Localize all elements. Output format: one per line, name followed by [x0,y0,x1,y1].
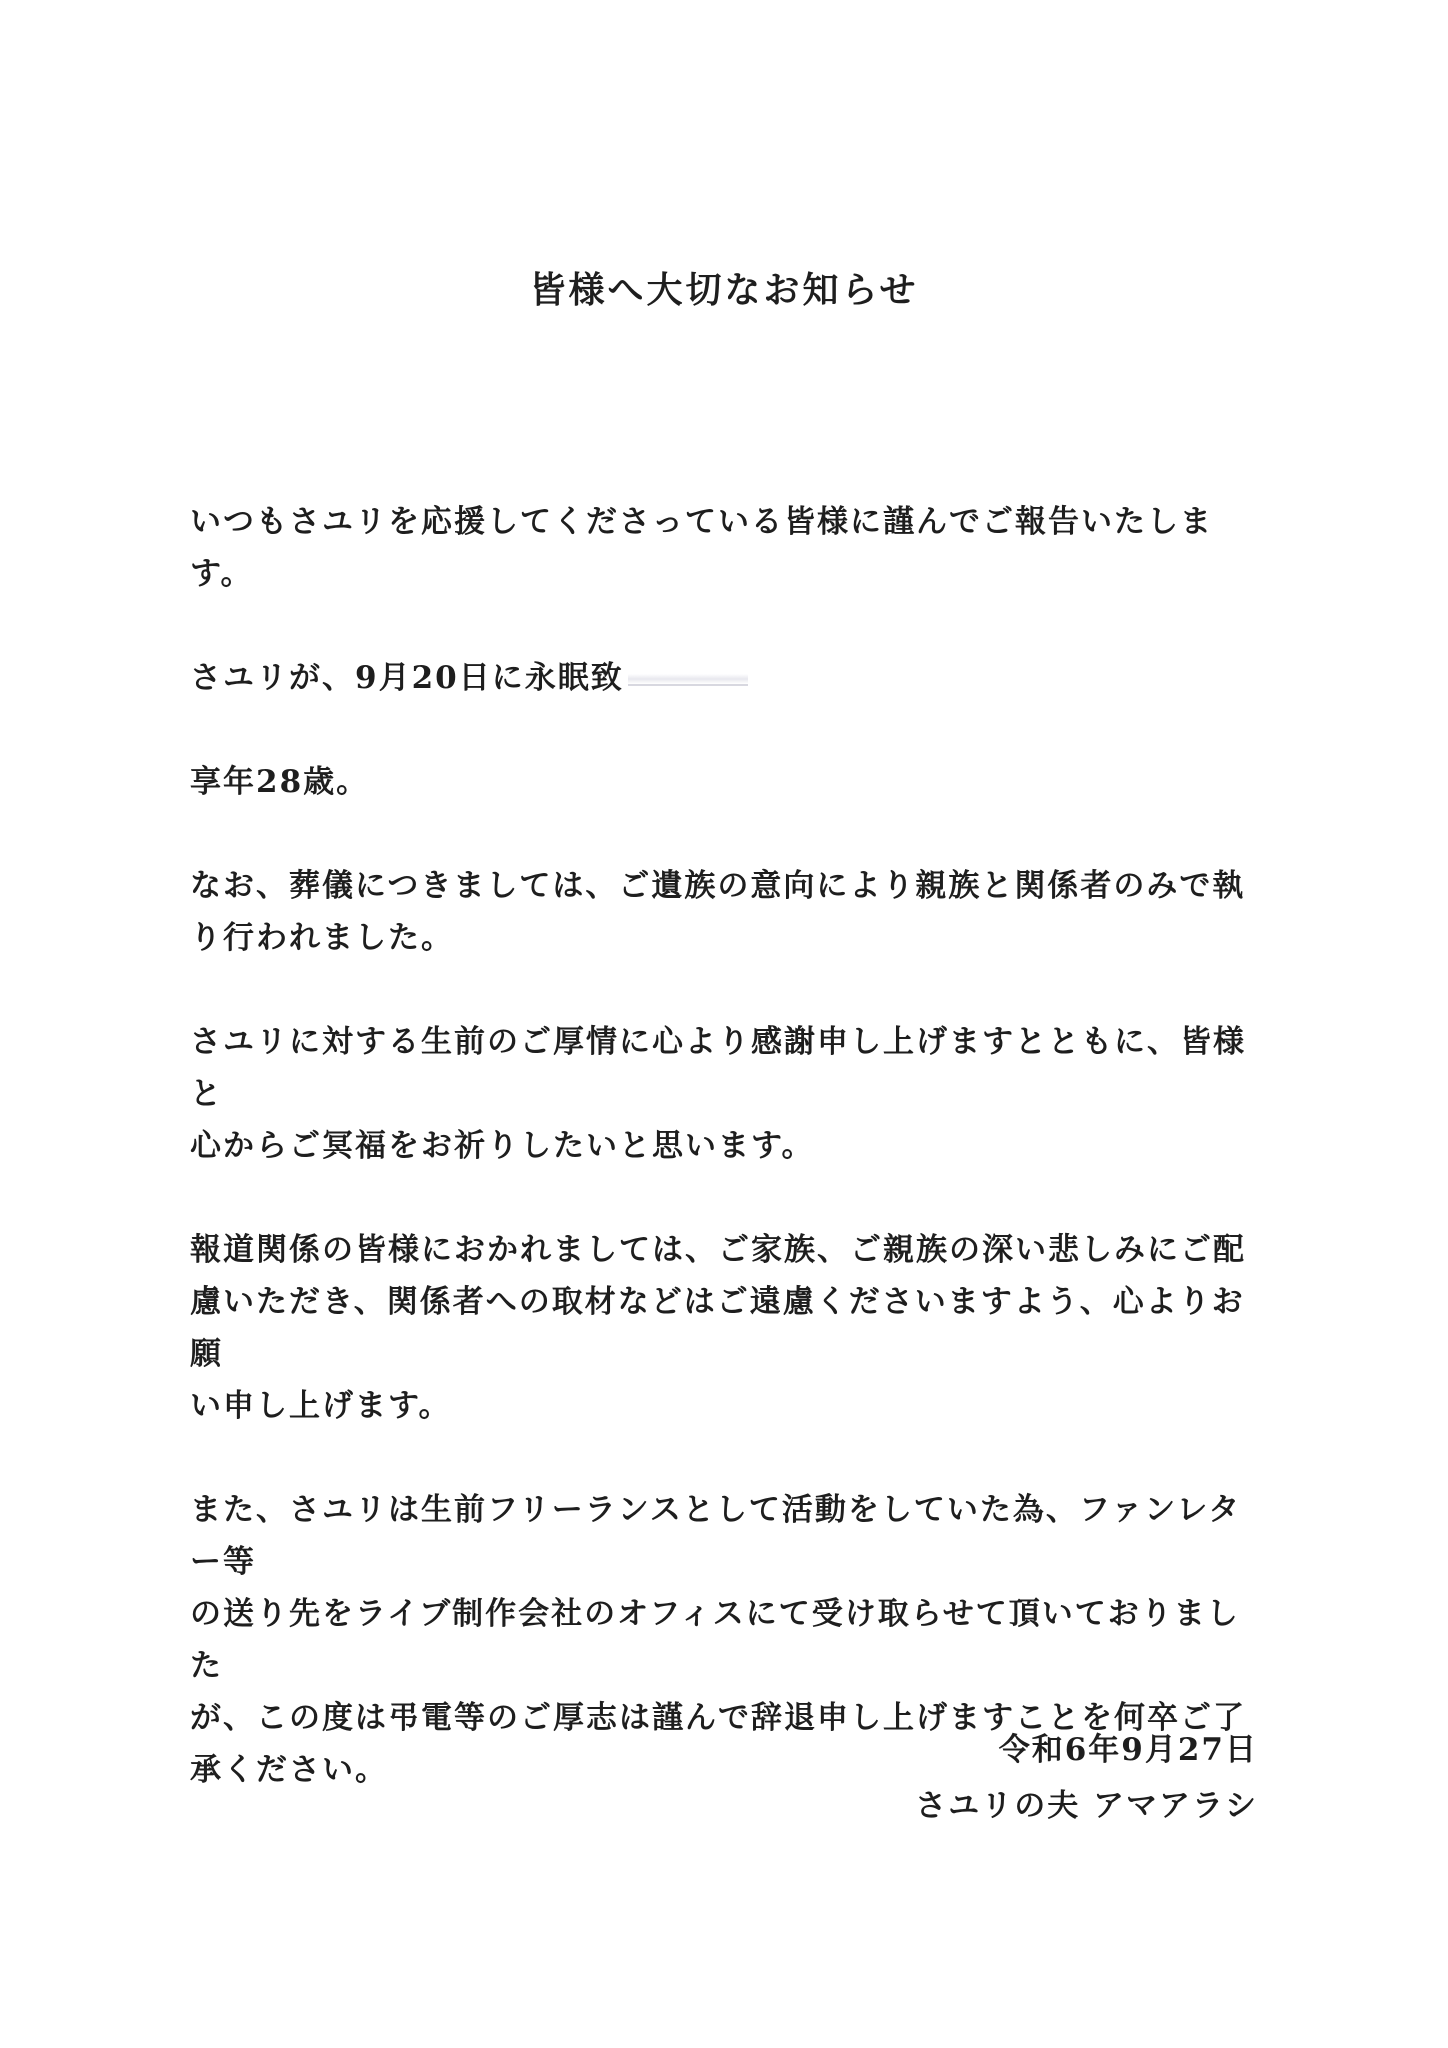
paragraph-line: 慮いただき、関係者への取材などはご遠慮くださいますよう、心よりお願 [190,1284,1245,1372]
redacted-text [628,674,748,686]
paragraph-text: さユリが、9月20日に永眠致 [190,660,624,696]
paragraph-line: が、この度は弔電等のご厚志は謹んで辞退申し上げますことを何卒ご了 [190,1700,1246,1736]
paragraph-line: 心からご冥福をお祈りしたいと思います。 [190,1128,815,1164]
paragraph-line: り行われました。 [190,920,454,956]
document-body [190,496,1270,1848]
paragraph-text: いつもさユリを応援してくださっている皆様に謹んでご報告いたします。 [190,504,1213,592]
paragraph-age [190,756,1270,808]
paragraph-line: 報道関係の皆様におかれましては、ご家族、ご親族の深い悲しみにご配 [190,1232,1246,1268]
paragraph-press-request [190,1224,1270,1432]
paragraph-line: なお、葬儀につきましては、ご遺族の意向により親族と関係者のみで執 [190,868,1246,904]
document-title: 皆様へ大切なお知らせ [529,269,919,311]
paragraph-line: 承ください。 [190,1752,388,1788]
signature-block [915,1722,1258,1834]
paragraph-gratitude [190,1016,1270,1172]
signature-author: さユリの夫 アマアラシ [915,1788,1258,1824]
paragraph-line: また、さユリは生前フリーランスとして活動をしていた為、ファンレター等 [190,1492,1242,1580]
paragraph-line: さユリに対する生前のご厚情に心より感謝申し上げますとともに、皆様と [190,1024,1246,1112]
paragraph-greeting [190,496,1270,600]
signature-date: 令和6年9月27日 [998,1732,1258,1768]
paragraph-announcement [190,652,1270,704]
paragraph-line: い申し上げます。 [190,1388,452,1424]
paragraph-text: 享年28歳。 [190,764,370,800]
paragraph-funeral [190,860,1270,964]
paragraph-line: の送り先をライブ制作会社のオフィスにて受け取らせて頂いておりました [190,1596,1240,1684]
